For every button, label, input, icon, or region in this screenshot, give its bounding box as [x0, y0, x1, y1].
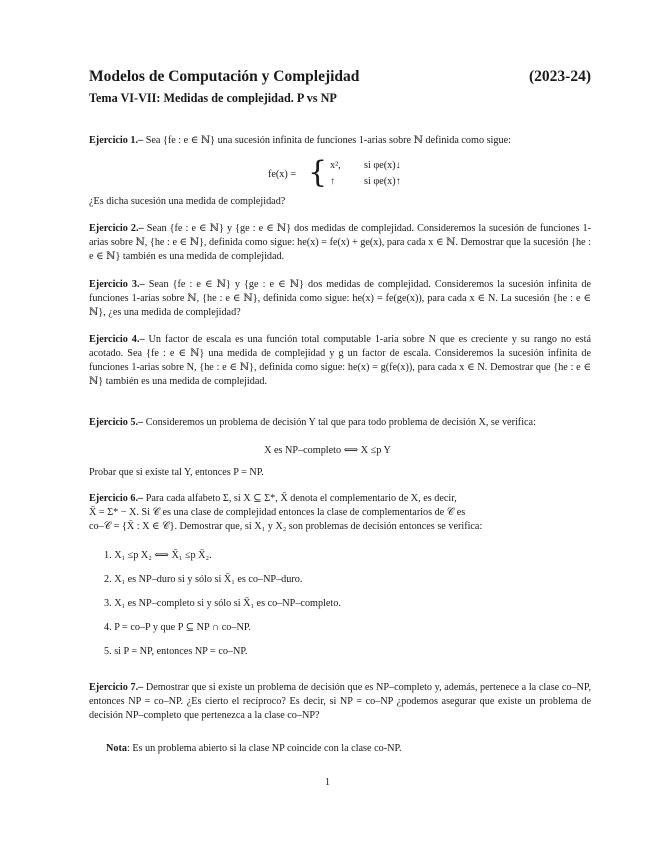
list-item: 2. X₁ es NP–duro si y sólo si X̄₁ es co–NP–duro.: [104, 574, 303, 585]
exercise-5-conclusion: Probar que si existe tal Y, entonces P = NP.: [89, 467, 264, 478]
exercise-6-line-3: co–𝒞 = {X̄ : X ∈ 𝒞}. Demostrar que, si X₁ y X₂ son problemas de decisión entonces se verifica:: [89, 521, 483, 532]
case-2-value: ↑: [330, 176, 336, 187]
exercise-4-label: Ejercicio 4.–: [89, 334, 145, 345]
exercise-1-text: Sea {fe : e ∈ ℕ} una sucesión infinita de funciones 1-arias sobre ℕ definida como sigue:: [143, 135, 511, 146]
note-text: : Es un problema abierto si la clase NP coincide con la clase co-NP.: [126, 743, 402, 754]
exercise-5: [89, 416, 591, 430]
exercise-3-label: Ejercicio 3.–: [89, 279, 145, 290]
exercise-7: [89, 681, 591, 723]
case-1-condition: si φe(x)↓: [364, 160, 401, 171]
document-title: Modelos de Computación y Complejidad: [89, 68, 360, 85]
case-1-value: x²,: [330, 160, 341, 171]
list-item: 3. X₁ es NP–completo si y sólo si X̄₁ es co–NP–completo.: [104, 598, 341, 609]
page-number: 1: [325, 777, 330, 788]
exercise-1-question: ¿Es dicha sucesión una medida de complejidad?: [89, 196, 286, 207]
exercise-4: [89, 333, 591, 389]
document-subtitle: Tema VI-VII: Medidas de complejidad. P vs NP: [89, 91, 337, 105]
list-item: 5. si P = NP, entonces NP = co–NP.: [104, 646, 248, 657]
course-year: (2023-24): [529, 68, 591, 85]
list-item: 1. X₁ ≤p X₂ ⟺ X̄₁ ≤p X̄₂.: [104, 550, 212, 561]
exercise-3-text: Sean {fe : e ∈ ℕ} y {ge : e ∈ ℕ} dos medidas de complejidad. Consideremos la sucesión infinita de funciones 1-arias sobre ℕ, {he : e ∈ ℕ}, definida como sigue: he(x) = fe(ge(x)), para cada x ∈ N. La sucesión {he : e ∈ ℕ}, ¿es una medida de complejidad?: [89, 279, 591, 318]
exercise-5-text: Consideremos un problema de decisión Y tal que para todo problema de decisión X, se verifica:: [143, 417, 536, 428]
exercise-6-label: Ejercicio 6.–: [89, 493, 144, 504]
list-item: 4. P = co–P y que P ⊆ NP ∩ co–NP.: [104, 622, 251, 633]
exercise-1-formula-lhs: fe(x) =: [268, 169, 297, 180]
exercise-1: [89, 134, 591, 148]
exercise-6: [89, 492, 591, 534]
exercise-7-label: Ejercicio 7.–: [89, 682, 144, 693]
exercise-5-formula: X es NP–completo ⟺ X ≤p Y: [264, 445, 391, 456]
case-brace: {: [308, 155, 328, 190]
exercise-6-line-1: Para cada alfabeto Σ, si X ⊆ Σ*, X̄ denota el complementario de X, es decir,: [143, 493, 457, 504]
exercise-2: [89, 222, 591, 264]
exercise-2-label: Ejercicio 2.–: [89, 223, 144, 234]
exercise-1-label: Ejercicio 1.–: [89, 135, 144, 146]
case-2-condition: si φe(x)↑: [364, 176, 401, 187]
exercise-3: [89, 278, 591, 320]
exercise-5-label: Ejercicio 5.–: [89, 417, 144, 428]
exercise-7-text: Demostrar que si existe un problema de decisión que es NP–completo y, además, pertenece a la clase co–NP, entonces NP = co–NP. ¿Es cierto el recíproco? Es decir, si NP = co–NP ¿podemos asegurar que existe un problema de decisión NP–completo que pertenezca a la clase co–NP?: [89, 682, 591, 721]
exercise-7-note: [106, 742, 591, 756]
note-label: Nota: [106, 743, 127, 754]
exercise-4-text: Un factor de escala es una función total computable 1-aria sobre N que es creciente y su rango no está acotado. Sea {fe : e ∈ ℕ} una medida de complejidad y g un factor de escala. Consideremos la sucesión infinita de funciones 1-arias sobre N, {he : e ∈ ℕ}, definida como sigue: he(x) = g(fe(x)), para cada x ∈ N. Demostrar que {he : e ∈ ℕ} también es una medida de complejidad.: [89, 334, 591, 387]
exercise-6-line-2: X̄ = Σ* − X. Si 𝒞 es una clase de complejidad entonces la clase de complementarios de 𝒞 es: [89, 507, 466, 518]
exercise-2-text: Sean {fe : e ∈ ℕ} y {ge : e ∈ ℕ} dos medidas de complejidad. Consideremos la sucesión de funciones 1-arias sobre ℕ, {he : e ∈ ℕ}, definida como sigue: he(x) = fe(x) + ge(x), para cada x ∈ ℕ. Demostrar que la sucesión {he : e ∈ ℕ} también es una medida de complejidad.: [89, 223, 591, 262]
